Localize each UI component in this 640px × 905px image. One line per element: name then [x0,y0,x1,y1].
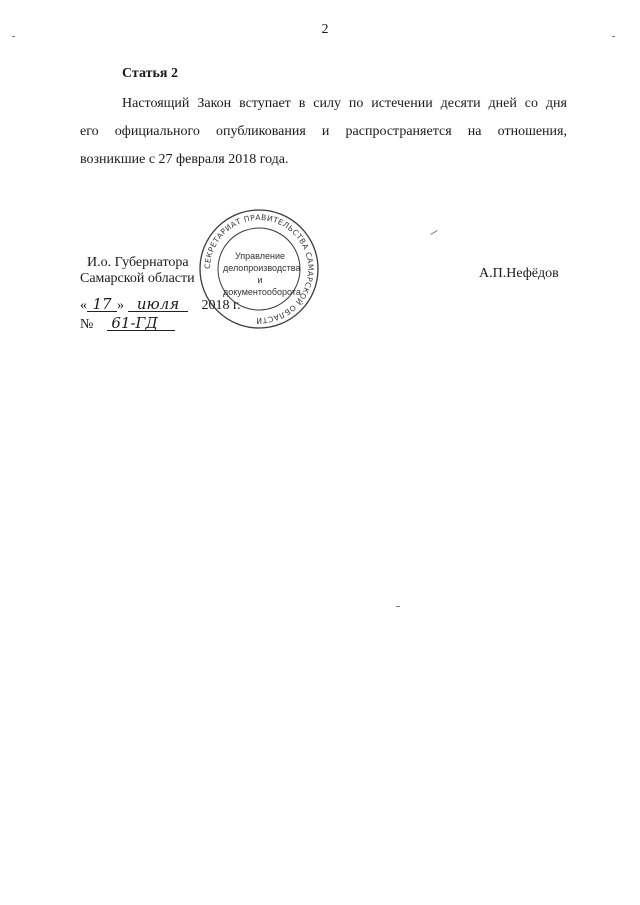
number-value-handwritten: 61-ГД [107,316,175,331]
scan-mark [396,606,400,607]
date-day-handwritten: 17 [87,297,117,312]
seal-inner-line: Управление [234,251,286,261]
signer-position-line: Самарской области [80,271,195,286]
scan-mark [12,36,15,37]
seal-inner-text [223,250,301,298]
article-text-line: Настоящий Закон вступает в силу по истечении десяти дней со дня [122,96,567,111]
seal-inner-line: и документооборота [223,275,301,297]
scan-mark [430,230,437,235]
scan-mark [612,36,615,37]
seal-ring-text: СЕКРЕТАРИАТ ПРАВИТЕЛЬСТВА САМАРСКОЙ ОБЛАСТИ [202,212,316,326]
date-month-handwritten: июля [128,297,188,312]
article-text-line: его официального опубликования и распространяется на отношения, [80,124,567,139]
seal-inner-line: делопроизводства [223,263,301,273]
signer-position-line: И.о. Губернатора [87,255,189,270]
page-number: 2 [321,22,329,37]
law-number [80,316,175,333]
article-text-line: возникшие с 27 февраля 2018 года. [80,152,289,167]
date-year: 2018 г. [201,298,241,313]
signer-position [80,255,195,287]
article-heading: Статья 2 [122,66,178,81]
date-close-quote: » [117,298,124,313]
signing-date [80,297,241,314]
signer-name: А.П.Нефёдов [479,266,559,281]
article-body [80,90,567,174]
date-open-quote: « [80,298,87,313]
number-symbol: № [80,317,94,332]
